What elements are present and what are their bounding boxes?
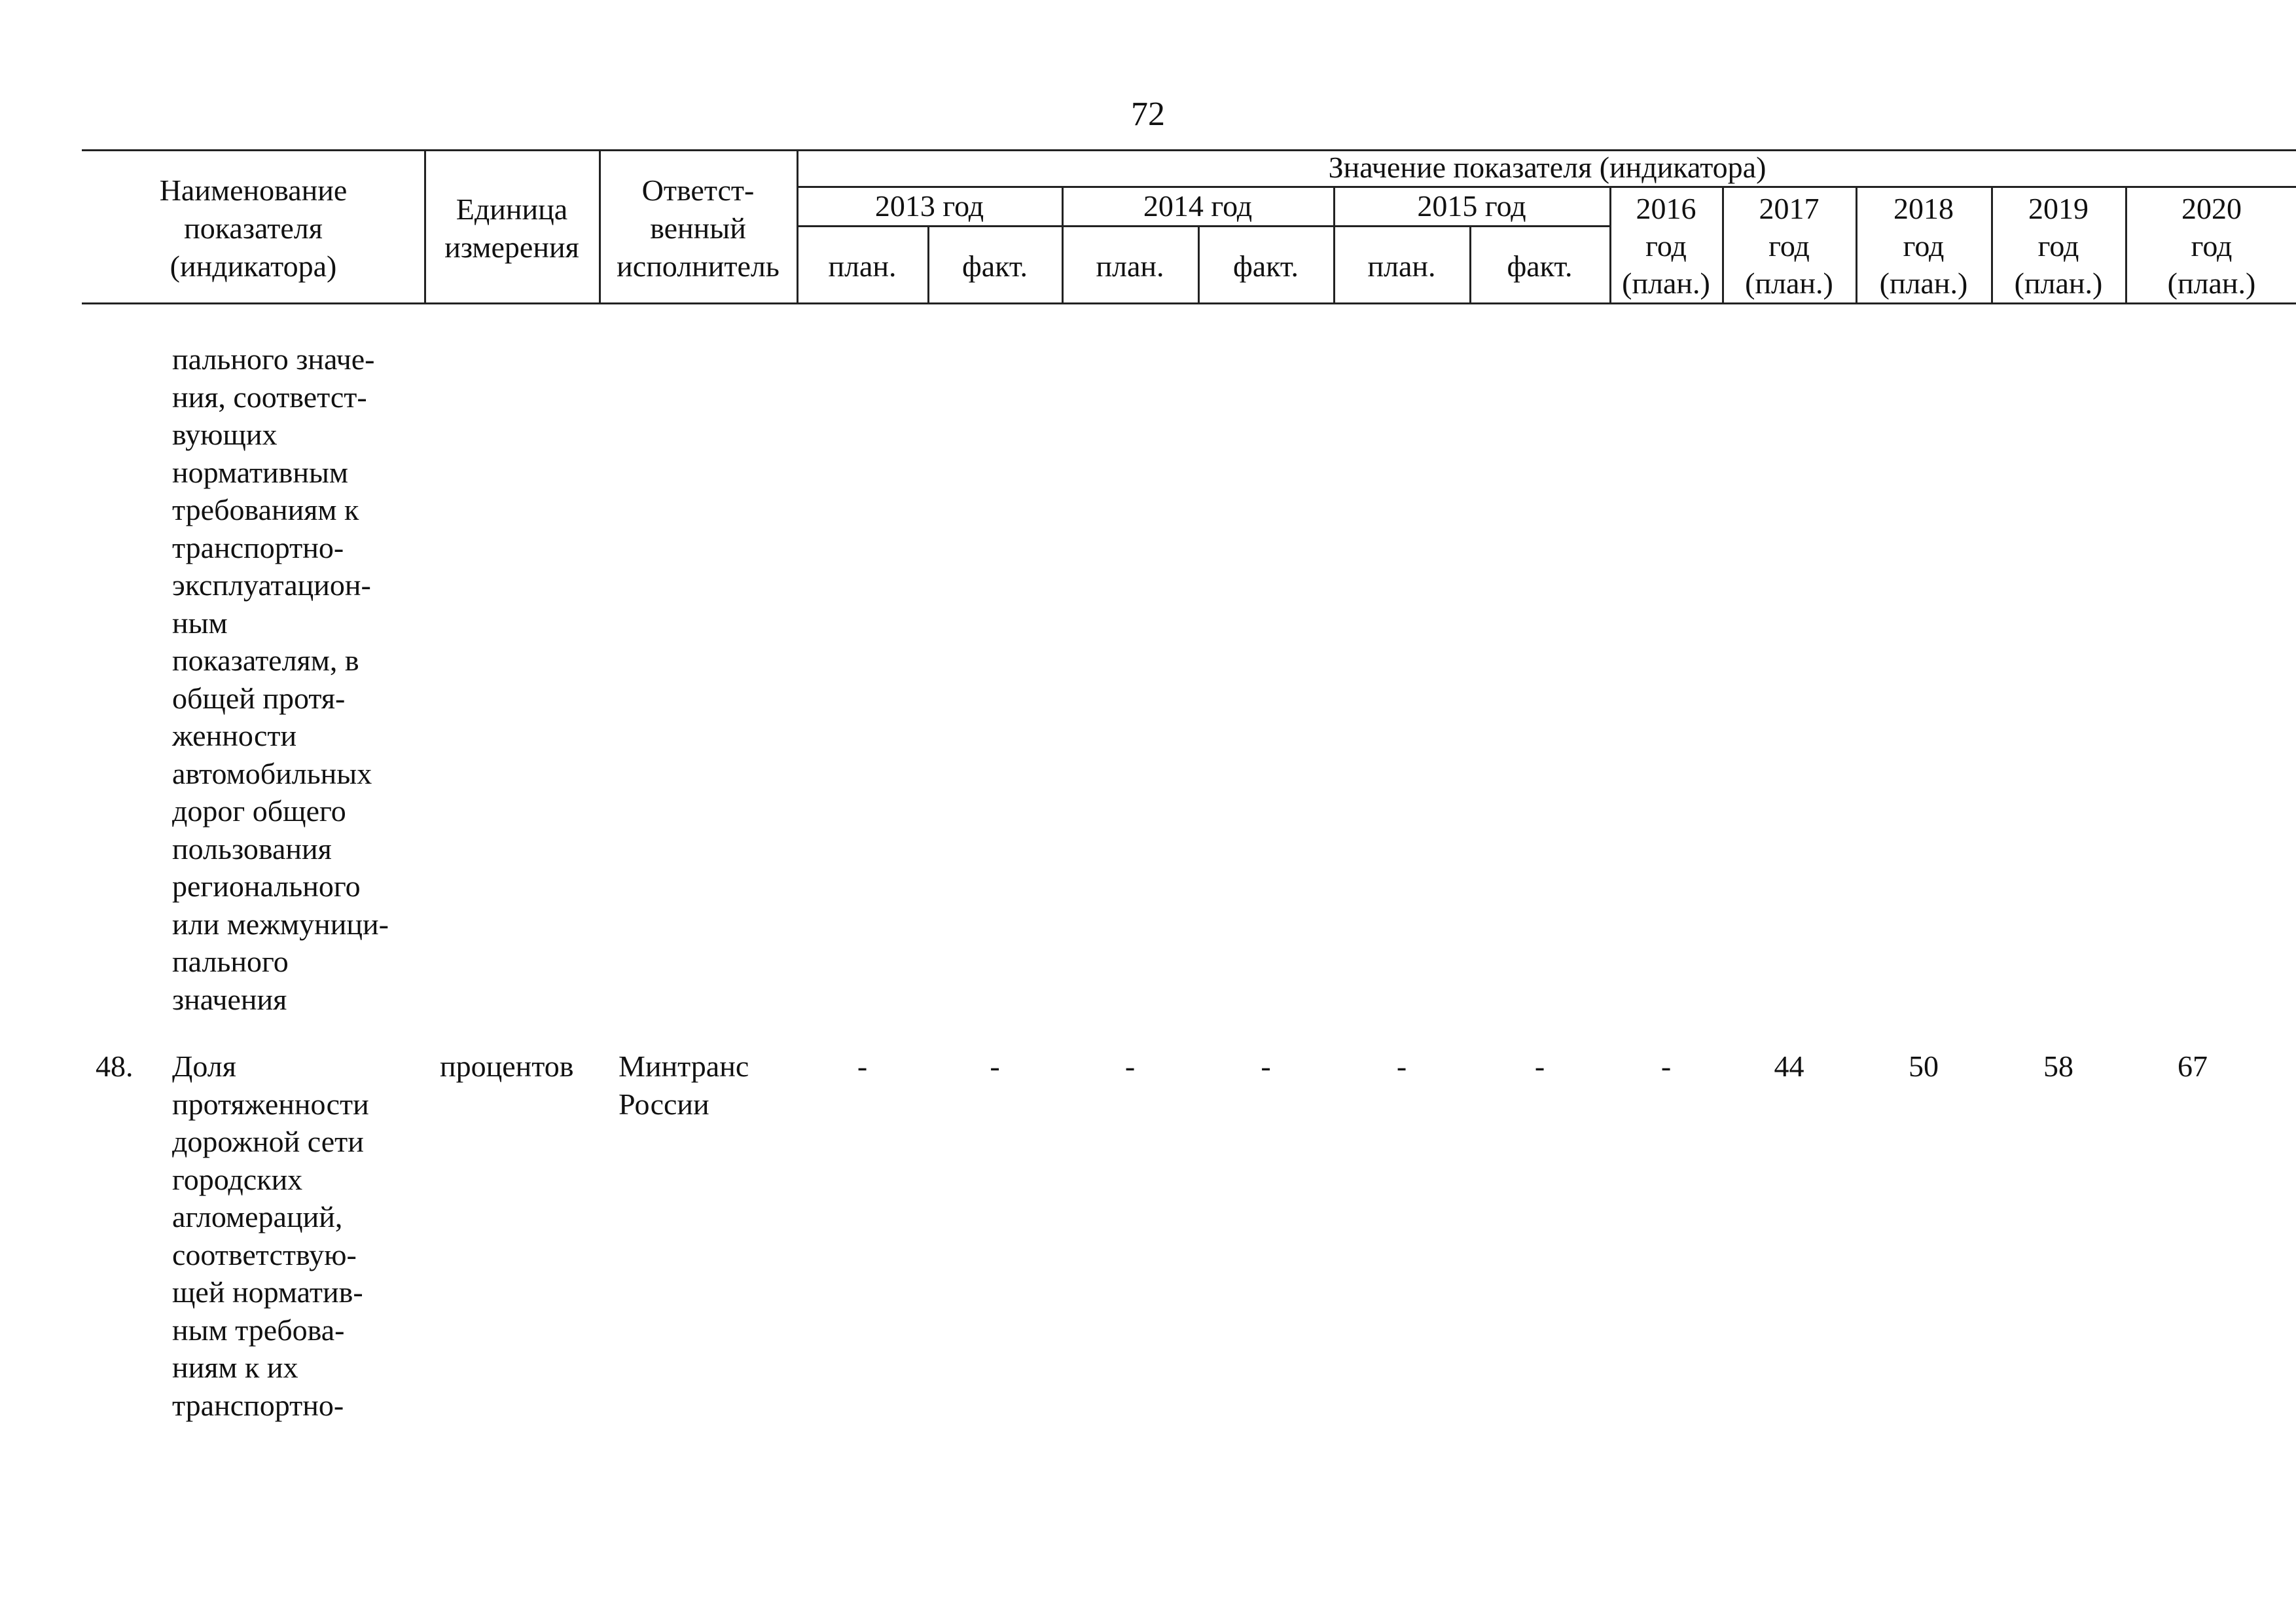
indicator-name: Доля протяженности дорожной сети городских агломераций, соответствую- щей норматив- ным требова- ниям к их транспортно- bbox=[172, 1049, 369, 1422]
value-2014-plan: - bbox=[1124, 1049, 1136, 1083]
page-number: 72 bbox=[1131, 96, 1165, 133]
header-year-2013: 2013 год bbox=[874, 189, 984, 223]
header-2020-plan: 2020 год (план.) bbox=[2167, 192, 2256, 300]
header-2013-plan: план. bbox=[828, 249, 897, 283]
row-number: 48. bbox=[96, 1049, 134, 1083]
value-2018-plan: 50 bbox=[1909, 1049, 1939, 1083]
value-2019-plan: 58 bbox=[2043, 1049, 2073, 1083]
table-header-bottom-rule bbox=[82, 302, 2296, 304]
header-value-group: Значение показателя (индикатора) bbox=[1328, 151, 1767, 184]
header-year-2014: 2014 год bbox=[1143, 189, 1253, 223]
header-2017-plan: 2017 год (план.) bbox=[1745, 192, 1833, 300]
header-2018-plan: 2018 год (план.) bbox=[1879, 192, 1968, 300]
header-2015-plan: план. bbox=[1367, 249, 1436, 283]
header-responsible-column: Ответст- венный исполнитель bbox=[617, 173, 780, 283]
value-2013-plan: - bbox=[857, 1049, 868, 1083]
value-2020-plan: 67 bbox=[2178, 1049, 2208, 1083]
year-group-rule bbox=[797, 225, 1609, 227]
unit-cell: процентов bbox=[440, 1049, 574, 1083]
header-2015-fact: факт. bbox=[1507, 249, 1573, 283]
value-2016-plan: - bbox=[1660, 1049, 1672, 1083]
header-name-column: Наименование показателя (индикатора) bbox=[159, 173, 348, 283]
continued-indicator-text: пального значе- ния, соответст- вующих нормативным требованиям к транспортно- эксплуатацион- ным показателям, в общей протя- женности автомобильных дорог общего пользования регионального или межмуници- пального значения bbox=[172, 342, 389, 1016]
header-year-2015: 2015 год bbox=[1417, 189, 1526, 223]
header-unit-column: Единица измерения bbox=[444, 192, 579, 264]
value-2015-fact: - bbox=[1534, 1049, 1545, 1083]
value-2013-fact: - bbox=[990, 1049, 1000, 1083]
header-2016-plan: 2016 год (план.) bbox=[1622, 192, 1710, 300]
value-2017-plan: 44 bbox=[1774, 1049, 1804, 1083]
header-2014-fact: факт. bbox=[1232, 249, 1299, 283]
header-2014-plan: план. bbox=[1096, 249, 1164, 283]
value-2014-fact: - bbox=[1261, 1049, 1271, 1083]
header-2019-plan: 2019 год (план.) bbox=[2014, 192, 2103, 300]
header-2013-fact: факт. bbox=[961, 249, 1028, 283]
responsible-cell: Минтранс России bbox=[619, 1049, 749, 1121]
value-2015-plan: - bbox=[1396, 1049, 1407, 1083]
